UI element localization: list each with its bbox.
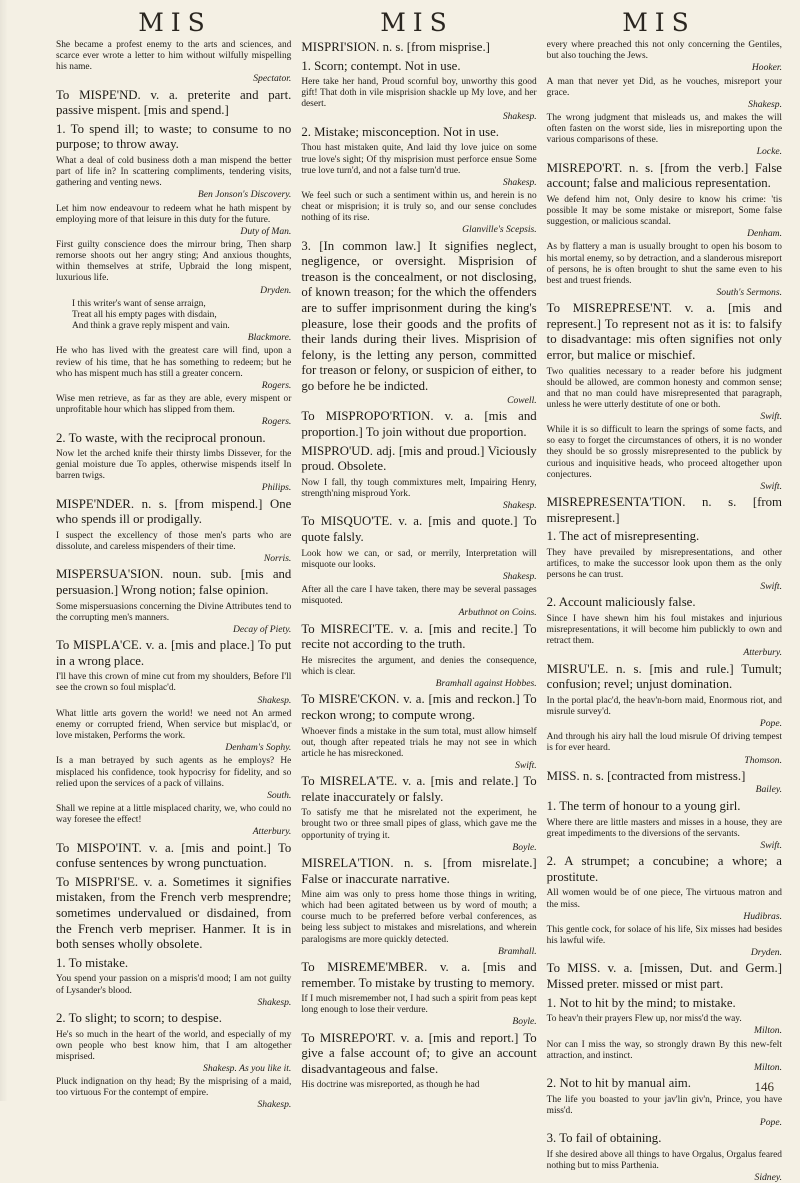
quote: Pluck indignation on thy head; By the misprising of a maid, too virtuous For the contempt of empire. Shakesp. — [56, 1077, 292, 1111]
entry-misreport-noun: MISREPO'RT. n. s. [from the verb.] False account; false and malicious representation. — [546, 160, 782, 191]
quote: Mine aim was only to press home those things in writing, which had been agitated between us by word of mouth; a course much to be preferred before verbal conferences, as being less subject to mistakes and misrelations, and wherein paralogisms are more quickly detected. Bramhall. — [301, 890, 537, 957]
quote: Look how we can, or sad, or merrily, Interpretation will misquote our looks. Shakesp. — [301, 548, 537, 582]
sense: 3. To fail of obtaining. — [546, 1131, 662, 1146]
quote: The life you boasted to your jav'lin giv'n, Prince, you have miss'd. Pope. — [546, 1094, 782, 1129]
quote: He who has lived with the greatest care will find, upon a review of his time, that he has something to redeem; but he who has mispent much has still a greater concern. Rogers. — [56, 346, 292, 391]
running-header — [54, 8, 780, 36]
quote: He misrecites the argument, and denies the consequence, which is clear. Bramhall against Hobbes. — [301, 655, 537, 689]
quote: We feel such or such a sentiment within us, and herein is no cheat or misprision; it is truly so, and our sense concludes nothing of its rise. Glanville's Scepsis. — [301, 191, 537, 236]
quote: Is a man betrayed by such agents as he employs? He misplaced his confidence, took hypocrisy for fidelity, and so relied upon the services of a pack of villains. South. — [56, 756, 292, 801]
quote: You spend your passion on a mispris'd mood; I am not guilty of Lysander's blood. Shakesp. — [56, 974, 292, 1008]
entry-misquote: To MISQUO'TE. v. a. [mis and quote.] To quote falsly. — [301, 514, 537, 544]
sense: 2. Account maliciously false. — [546, 595, 696, 610]
entry-misrepresent: To MISREPRESE'NT. v. a. [mis and represent.] To represent not as it is: to falsify to disadvantage: mis often signifies not only error, but malice or mischief. — [546, 301, 782, 362]
entry-misrelate: To MISRELA'TE. v. a. [mis and relate.] To relate inaccurately or falsly. — [301, 774, 537, 804]
quote: In the portal plac'd, the heav'n-born maid, Enormous riot, and misrule survey'd. Pope. — [546, 695, 782, 730]
quote: He's so much in the heart of the world, and especially of my own people who best know him, that I am altogether misprised. Shakesp. As you like it. — [56, 1029, 292, 1074]
sense: 1. Scorn; contempt. Not in use. — [301, 58, 461, 73]
header-center: MIS — [380, 8, 454, 37]
sense: 2. To waste, with the reciprocal pronoun. — [56, 430, 266, 445]
quote: Some mispersuasions concerning the Divine Attributes tend to the corrupting men's manners. Decay of Piety. — [56, 601, 292, 635]
quote: every where preached this not only concerning the Gentiles, but also touching the Jews. Hooker. — [546, 40, 782, 74]
header-right: MIS — [622, 8, 696, 37]
quote: Where there are little masters and misses in a house, they are great impediments to the diversions of the servants. Swift. — [546, 817, 782, 851]
verse-quote: I this writer's want of sense arraign, Treat all his empty pages with disdain, And think a grave reply mispent and vain. Blackmore. — [72, 298, 292, 344]
entry-misproud: MISPRO'UD. adj. [mis and proud.] Viciously proud. Obsolete. — [301, 443, 537, 474]
entry-mispersuasion: MISPERSUA'SION. noun. sub. [mis and persuasion.] Wrong notion; false opinion. — [56, 567, 292, 598]
quote: We defend him not, Only desire to know his crime: 'tis possible It may be some mistake or misreport, Some false suggestion, or malicious scandal. Denham. — [546, 194, 782, 240]
entry-misprise: To MISPRI'SE. v. a. Sometimes it signifies mistaken, from the French verb mesprendre; sometimes undervalued or disdained, from the French verb mepriser. Hanmer. It is in both senses wholly obsolete. — [56, 874, 292, 952]
sense: 2. A strumpet; a concubine; a whore; a prostitute. — [546, 854, 782, 884]
column-2 — [301, 40, 537, 1091]
entry-misplace: To MISPLA'CE. v. a. [mis and place.] To put in a wrong place. — [56, 638, 292, 668]
quote: Thou hast mistaken quite, And laid thy love juice on some true love's sight; Of thy misprision must perforce ensue Some true love turn'd, and not a false turn'd true. Shakesp. — [301, 143, 537, 188]
quote: I'll have this crown of mine cut from my shoulders, Before I'll see the crown so foul misplac'd. Shakesp. — [56, 672, 292, 706]
sense: 2. Not to hit by manual aim. — [546, 1076, 691, 1091]
quote: All women would be of one piece, The virtuous matron and the miss. Hudibras. — [546, 888, 782, 922]
quote: His doctrine was misreported, as though he had — [301, 1080, 480, 1091]
quote: As by flattery a man is usually brought to open his bosom to his mortal enemy, so by detraction, and a slanderous misreport of persons, he is often brought to shut the same even to his best and truest friends. South's Sermons. — [546, 242, 782, 298]
quote: If she desired above all things to have Orgalus, Orgalus feared nothing but to miss Parthenia. Sidney. — [546, 1149, 782, 1183]
entry-mispend: To MISPE'ND. v. a. preterite and part. passive mispent. [mis and spend.] — [56, 87, 292, 118]
quote: Wise men retrieve, as far as they are able, every mispent or unprofitable hour which has slipped from them. Rogers. — [56, 394, 292, 428]
quote: This gentle cock, for solace of his life, Six misses had besides his lawful wife. Dryden. — [546, 924, 782, 959]
sense: 1. To spend ill; to waste; to consume to no purpose; to throw away. — [56, 121, 292, 152]
page-number: 146 — [754, 1079, 774, 1094]
quote: I suspect the excellency of those men's parts who are dissolute, and careless mispenders of their time. Norris. — [56, 530, 292, 565]
quote: Nor can I miss the way, so strongly drawn By this new-felt attraction, and instinct. Milton. — [546, 1039, 782, 1073]
quote: Since I have shewn him his foul mistakes and injurious misrepresentations, it will become him publickly to own and retract them. Atterbury. — [546, 614, 782, 659]
page-edge-shadow — [0, 0, 8, 1101]
entry-misprision: MISPRI'SION. n. s. [from misprise.] — [301, 40, 490, 54]
quote: To heav'n their prayers Flew up, nor miss'd the way. Milton. — [546, 1014, 782, 1037]
sense: 1. Not to hit by the mind; to mistake. — [546, 995, 736, 1010]
header-left: MIS — [138, 8, 212, 37]
entry-misreckon: To MISRE'CKON. v. a. [mis and reckon.] To reckon wrong; to compute wrong. — [301, 692, 537, 722]
column-1 — [56, 40, 292, 1111]
entry-misrepresentation: MISREPRESENTA'TION. n. s. [from misrepresent.] — [546, 495, 782, 525]
quote: If I much misremember not, I had such a spirit from peas kept long enough to lose their verdure. Boyle. — [301, 994, 537, 1028]
sense: 1. The act of misrepresenting. — [546, 529, 700, 544]
quote: After all the care I have taken, there may be several passages misquoted. Arbuthnot on Coins. — [301, 585, 537, 619]
quote: What little arts govern the world! we need not An armed enemy or corrupted friend, When service but misplac'd, or love mistaken, Performs the work. Denham's Sophy. — [56, 708, 292, 754]
quote: First guilty conscience does the mirrour bring, Then sharp remorse shoots out her angry sting; And anxious thoughts, within themselves at strife, Upbraid the long mispent, luxurious life. Dryden. — [56, 240, 292, 296]
sense: 1. The term of honour to a young girl. — [546, 799, 741, 814]
sense: 3. [In common law.] It signifies neglect, negligence, or oversight. Misprision of treason is the concealment, or not disclosing, of known treason; for the which the offenders are to suffer imprisonment during the king's pleasure, lose their goods and the profits of their lands during their lives. Misprision of felony, is the letting any person, committed for treason or felony, or suspicion of either, to go before he be indicted. Cowell. — [301, 238, 537, 406]
entry-mispoint: To MISPO'INT. v. a. [mis and point.] To confuse sentences by wrong punctuation. — [56, 840, 292, 871]
entry-miss-verb: To MISS. v. a. [missen, Dut. and Germ.] Missed preter. missed or mist part. — [546, 961, 782, 992]
sense: 1. To mistake. — [56, 955, 129, 970]
entry-misreport-verb: To MISREPO'RT. v. a. [mis and report.] To give a false account of; to give an account disadvantageous and false. — [301, 1030, 537, 1076]
quote: What a deal of cold business doth a man mispend the better part of life in? In scattering compliments, tendering visits, gathering and venting news. Ben Jonson's Discovery. — [56, 156, 292, 201]
quote: And through his airy hall the loud misrule Of driving tempest is for ever heard. Thomson. — [546, 732, 782, 766]
quote: Let him now endeavour to redeem what he hath mispent by employing more of that leisure in this duty for the future. Duty of Man. — [56, 203, 292, 237]
quote: Shall we repine at a little misplaced charity, we, who could no way foresee the effect! Atterbury. — [56, 804, 292, 838]
entry-misrecite: To MISRECI'TE. v. a. [mis and recite.] To recite not according to the truth. — [301, 621, 537, 652]
quote: Two qualities necessary to a reader before his judgment should be allowed, are common honesty and common sense; and that no man could have misrepresented that paragraph, unless he were utterly destitute of one or both. Swift. — [546, 366, 782, 422]
quote: To satisfy me that he misrelated not the experiment, he brought two or three small pipes of glass, which gave me the opportunity of trying it. Boyle. — [301, 808, 537, 853]
quote: While it is so difficult to learn the springs of some facts, and so easy to forget the circumstances of others, it is no wonder they should be so grossly misrepresented to the publick by curious and inquisitive heads, who proceed altogether upon conjectures. Swift. — [546, 425, 782, 492]
entry-miss-noun: MISS. n. s. [contracted from mistress.] Bailey. — [546, 768, 782, 796]
sense: 2. To slight; to scorn; to despise. — [56, 1010, 222, 1025]
entry-misremember: To MISREME'MBER. v. a. [mis and remember. To mistake by trusting to memory. — [301, 959, 537, 990]
quote: A man that never yet Did, as he vouches, misreport your grace. Shakesp. — [546, 76, 782, 110]
quote: Now let the arched knife their thirsty limbs Dissever, for the genial moisture due To apples, otherwise mispends itself In barren twigs. Philips. — [56, 449, 292, 494]
entry-mispender: MISPE'NDER. n. s. [from mispend.] One who spends ill or prodigally. — [56, 496, 292, 527]
quote: The wrong judgment that misleads us, and makes the will often fasten on the worst side, lies in misreporting upon the various comparisons of these. Locke. — [546, 113, 782, 158]
quote: Whoever finds a mistake in the sum total, must allow himself out, though after repeated trials he may not see in which article he has misreckoned. Swift. — [301, 726, 537, 771]
quote: She became a profest enemy to the arts and sciences, and scarce ever wrote a letter to him without wilfully mispelling his name. Spectator. — [56, 40, 292, 85]
quote: They have prevailed by misrepresentations, and other artifices, to make the successor look upon them as the only persons he can trust. Swift. — [546, 547, 782, 593]
quote: Now I fall, thy tough commixtures melt, Impairing Henry, strength'ning misproud York. Shakesp. — [301, 477, 537, 512]
entry-misrelation: MISRELA'TION. n. s. [from misrelate.] False or inaccurate narrative. — [301, 855, 537, 886]
sense: 2. Mistake; misconception. Not in use. — [301, 124, 499, 139]
quote: Here take her hand, Proud scornful boy, unworthy this good gift! That doth in vile misprision shackle up My love, and her desert. Shakesp. — [301, 77, 537, 122]
entry-misproportion: To MISPROPO'RTION. v. a. [mis and proportion.] To join without due proportion. — [301, 409, 537, 440]
entry-misrule: MISRU'LE. n. s. [mis and rule.] Tumult; confusion; revel; unjust domination. — [546, 661, 782, 692]
